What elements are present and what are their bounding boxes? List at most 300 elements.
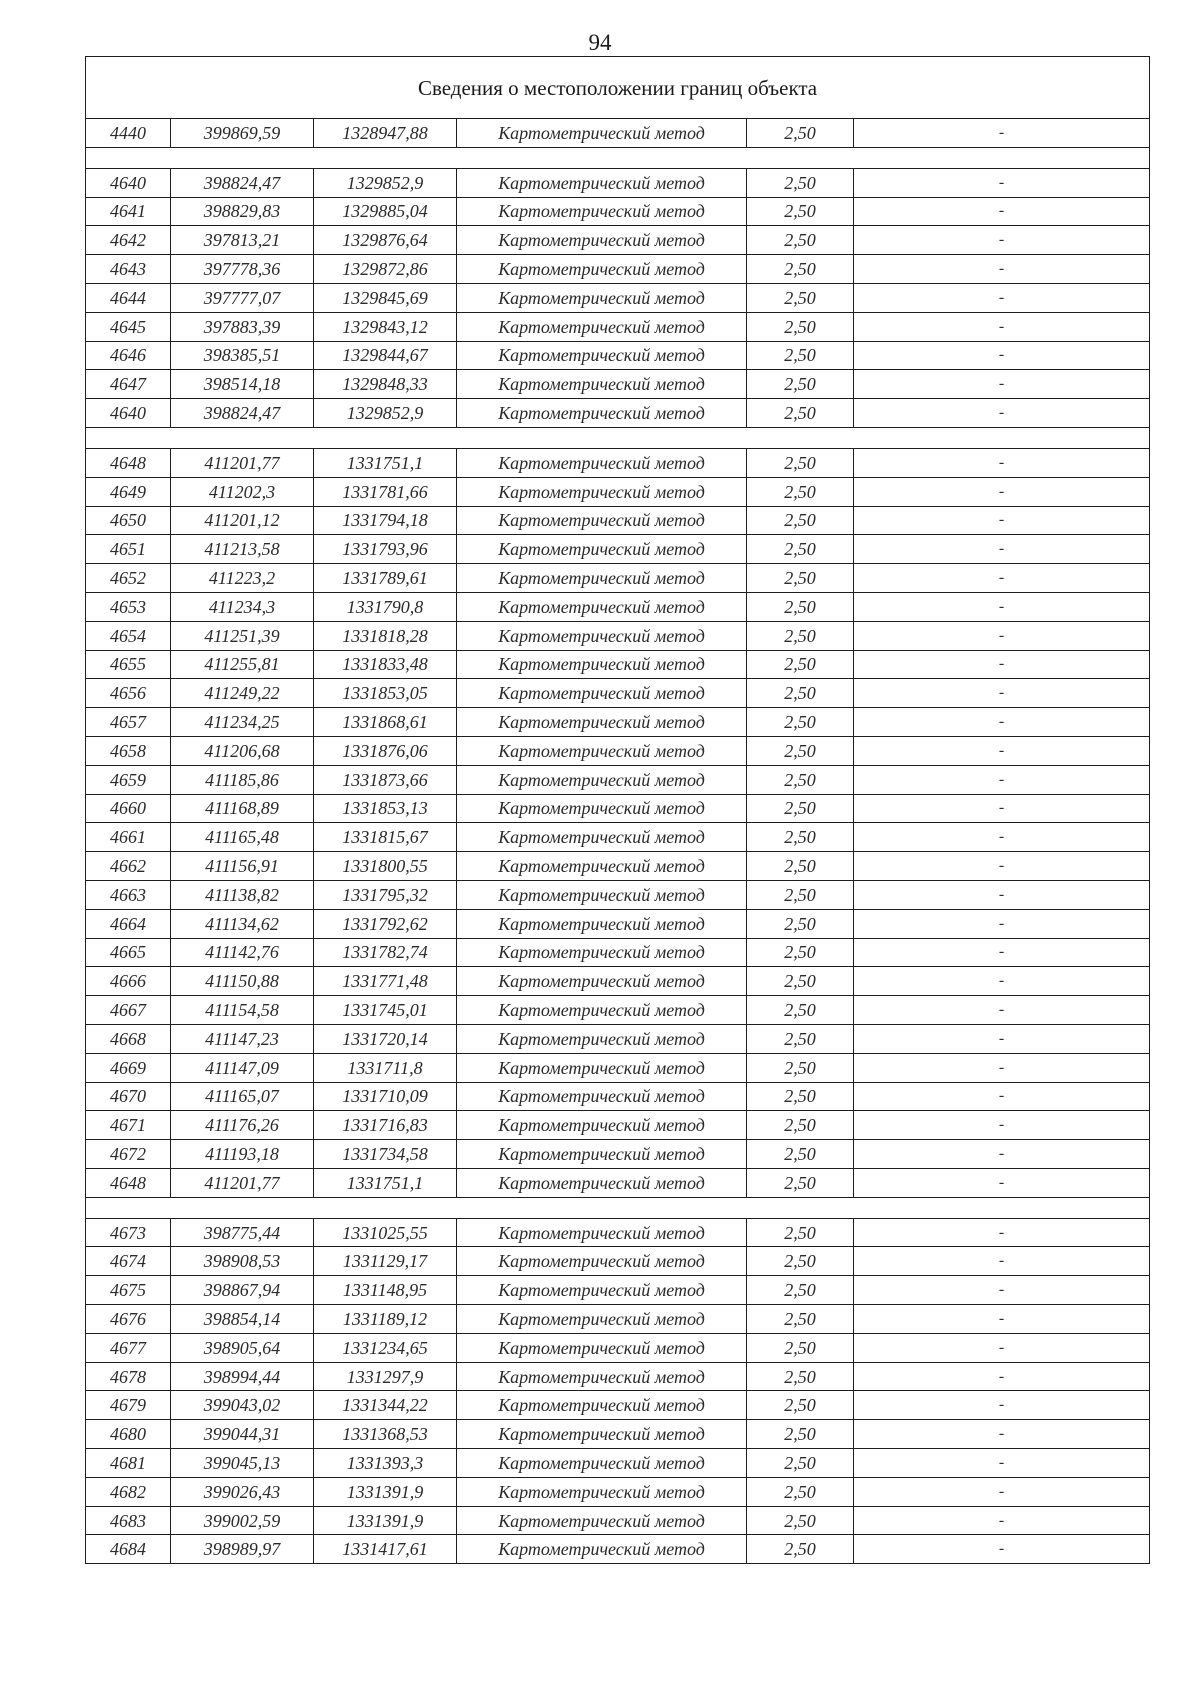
y-coordinate-cell: 1331751,1 <box>314 448 457 477</box>
description-cell: - <box>854 880 1150 909</box>
accuracy-cell: 2,50 <box>747 650 854 679</box>
accuracy-cell: 2,50 <box>747 312 854 341</box>
method-cell: Картометрический метод <box>457 197 747 226</box>
method-cell: Картометрический метод <box>457 736 747 765</box>
y-coordinate-cell: 1331782,74 <box>314 938 457 967</box>
accuracy-cell: 2,50 <box>747 119 854 148</box>
x-coordinate-cell: 399043,02 <box>171 1391 314 1420</box>
x-coordinate-cell: 411193,18 <box>171 1140 314 1169</box>
table-row <box>86 1391 1150 1420</box>
method-cell: Картометрический метод <box>457 506 747 535</box>
description-cell: - <box>854 996 1150 1025</box>
x-coordinate-cell: 399869,59 <box>171 119 314 148</box>
y-coordinate-cell: 1331800,55 <box>314 852 457 881</box>
method-cell: Картометрический метод <box>457 1477 747 1506</box>
point-number-cell: 4676 <box>86 1305 171 1334</box>
x-coordinate-cell: 411255,81 <box>171 650 314 679</box>
point-number-cell: 4670 <box>86 1082 171 1111</box>
accuracy-cell: 2,50 <box>747 1082 854 1111</box>
point-number-cell: 4674 <box>86 1247 171 1276</box>
y-coordinate-cell: 1331344,22 <box>314 1391 457 1420</box>
boundary-coordinates-table <box>85 56 1150 1564</box>
method-cell: Картометрический метод <box>457 312 747 341</box>
y-coordinate-cell: 1331853,13 <box>314 794 457 823</box>
table-row <box>86 852 1150 881</box>
table-row <box>86 506 1150 535</box>
y-coordinate-cell: 1329844,67 <box>314 341 457 370</box>
method-cell: Картометрический метод <box>457 621 747 650</box>
accuracy-cell: 2,50 <box>747 564 854 593</box>
table-row <box>86 1053 1150 1082</box>
accuracy-cell: 2,50 <box>747 535 854 564</box>
point-number-cell: 4654 <box>86 621 171 650</box>
y-coordinate-cell: 1331393,3 <box>314 1449 457 1478</box>
method-cell: Картометрический метод <box>457 255 747 284</box>
table-row <box>86 1535 1150 1564</box>
point-number-cell: 4664 <box>86 909 171 938</box>
x-coordinate-cell: 399002,59 <box>171 1506 314 1535</box>
table-row <box>86 283 1150 312</box>
accuracy-cell: 2,50 <box>747 852 854 881</box>
y-coordinate-cell: 1329852,9 <box>314 399 457 428</box>
x-coordinate-cell: 398385,51 <box>171 341 314 370</box>
method-cell: Картометрический метод <box>457 852 747 881</box>
description-cell: - <box>854 399 1150 428</box>
y-coordinate-cell: 1331734,58 <box>314 1140 457 1169</box>
point-number-cell: 4640 <box>86 399 171 428</box>
description-cell: - <box>854 736 1150 765</box>
y-coordinate-cell: 1329843,12 <box>314 312 457 341</box>
x-coordinate-cell: 411165,48 <box>171 823 314 852</box>
point-number-cell: 4680 <box>86 1420 171 1449</box>
accuracy-cell: 2,50 <box>747 370 854 399</box>
y-coordinate-cell: 1331368,53 <box>314 1420 457 1449</box>
description-cell: - <box>854 226 1150 255</box>
description-cell: - <box>854 679 1150 708</box>
method-cell: Картометрический метод <box>457 283 747 312</box>
accuracy-cell: 2,50 <box>747 1420 854 1449</box>
y-coordinate-cell: 1331391,9 <box>314 1477 457 1506</box>
x-coordinate-cell: 411156,91 <box>171 852 314 881</box>
y-coordinate-cell: 1328947,88 <box>314 119 457 148</box>
description-cell: - <box>854 794 1150 823</box>
description-cell: - <box>854 1305 1150 1334</box>
description-cell: - <box>854 119 1150 148</box>
description-cell: - <box>854 283 1150 312</box>
accuracy-cell: 2,50 <box>747 1111 854 1140</box>
table-row <box>86 736 1150 765</box>
y-coordinate-cell: 1329852,9 <box>314 168 457 197</box>
table-row <box>86 1276 1150 1305</box>
point-number-cell: 4677 <box>86 1333 171 1362</box>
x-coordinate-cell: 411249,22 <box>171 679 314 708</box>
description-cell: - <box>854 1276 1150 1305</box>
method-cell: Картометрический метод <box>457 823 747 852</box>
method-cell: Картометрический метод <box>457 168 747 197</box>
x-coordinate-cell: 411176,26 <box>171 1111 314 1140</box>
method-cell: Картометрический метод <box>457 1082 747 1111</box>
x-coordinate-cell: 411168,89 <box>171 794 314 823</box>
table-row <box>86 226 1150 255</box>
point-number-cell: 4658 <box>86 736 171 765</box>
accuracy-cell: 2,50 <box>747 448 854 477</box>
point-number-cell: 4652 <box>86 564 171 593</box>
method-cell: Картометрический метод <box>457 564 747 593</box>
point-number-cell: 4666 <box>86 967 171 996</box>
description-cell: - <box>854 708 1150 737</box>
y-coordinate-cell: 1331790,8 <box>314 592 457 621</box>
table-row <box>86 535 1150 564</box>
y-coordinate-cell: 1329848,33 <box>314 370 457 399</box>
description-cell: - <box>854 823 1150 852</box>
y-coordinate-cell: 1331876,06 <box>314 736 457 765</box>
x-coordinate-cell: 411234,25 <box>171 708 314 737</box>
method-cell: Картометрический метод <box>457 1276 747 1305</box>
point-number-cell: 4640 <box>86 168 171 197</box>
y-coordinate-cell: 1331818,28 <box>314 621 457 650</box>
table-title-row <box>86 57 1150 119</box>
description-cell: - <box>854 650 1150 679</box>
y-coordinate-cell: 1329845,69 <box>314 283 457 312</box>
method-cell: Картометрический метод <box>457 592 747 621</box>
y-coordinate-cell: 1331148,95 <box>314 1276 457 1305</box>
point-number-cell: 4679 <box>86 1391 171 1420</box>
method-cell: Картометрический метод <box>457 650 747 679</box>
accuracy-cell: 2,50 <box>747 967 854 996</box>
method-cell: Картометрический метод <box>457 399 747 428</box>
method-cell: Картометрический метод <box>457 1053 747 1082</box>
table-row <box>86 621 1150 650</box>
description-cell: - <box>854 765 1150 794</box>
page-number: 94 <box>588 30 612 55</box>
description-cell: - <box>854 197 1150 226</box>
method-cell: Картометрический метод <box>457 1168 747 1197</box>
method-cell: Картометрический метод <box>457 1111 747 1140</box>
description-cell: - <box>854 1506 1150 1535</box>
x-coordinate-cell: 398829,83 <box>171 197 314 226</box>
description-cell: - <box>854 168 1150 197</box>
point-number-cell: 4440 <box>86 119 171 148</box>
point-number-cell: 4660 <box>86 794 171 823</box>
x-coordinate-cell: 411185,86 <box>171 765 314 794</box>
accuracy-cell: 2,50 <box>747 1506 854 1535</box>
x-coordinate-cell: 411142,76 <box>171 938 314 967</box>
accuracy-cell: 2,50 <box>747 341 854 370</box>
description-cell: - <box>854 1218 1150 1247</box>
method-cell: Картометрический метод <box>457 880 747 909</box>
y-coordinate-cell: 1331391,9 <box>314 1506 457 1535</box>
x-coordinate-cell: 397778,36 <box>171 255 314 284</box>
table-row <box>86 1449 1150 1478</box>
table-row <box>86 477 1150 506</box>
group-separator-row <box>86 1197 1150 1218</box>
point-number-cell: 4662 <box>86 852 171 881</box>
description-cell: - <box>854 592 1150 621</box>
x-coordinate-cell: 411202,3 <box>171 477 314 506</box>
method-cell: Картометрический метод <box>457 1305 747 1334</box>
table-row <box>86 1024 1150 1053</box>
accuracy-cell: 2,50 <box>747 226 854 255</box>
x-coordinate-cell: 399026,43 <box>171 1477 314 1506</box>
table-row <box>86 1247 1150 1276</box>
description-cell: - <box>854 909 1150 938</box>
method-cell: Картометрический метод <box>457 765 747 794</box>
x-coordinate-cell: 398514,18 <box>171 370 314 399</box>
x-coordinate-cell: 397813,21 <box>171 226 314 255</box>
point-number-cell: 4641 <box>86 197 171 226</box>
table-row <box>86 938 1150 967</box>
point-number-cell: 4668 <box>86 1024 171 1053</box>
method-cell: Картометрический метод <box>457 1024 747 1053</box>
table-row <box>86 909 1150 938</box>
x-coordinate-cell: 411154,58 <box>171 996 314 1025</box>
description-cell: - <box>854 1024 1150 1053</box>
x-coordinate-cell: 399045,13 <box>171 1449 314 1478</box>
y-coordinate-cell: 1329885,04 <box>314 197 457 226</box>
description-cell: - <box>854 938 1150 967</box>
description-cell: - <box>854 312 1150 341</box>
y-coordinate-cell: 1331833,48 <box>314 650 457 679</box>
table-row <box>86 880 1150 909</box>
x-coordinate-cell: 397777,07 <box>171 283 314 312</box>
accuracy-cell: 2,50 <box>747 736 854 765</box>
table-row <box>86 1305 1150 1334</box>
table-row <box>86 1420 1150 1449</box>
y-coordinate-cell: 1331781,66 <box>314 477 457 506</box>
point-number-cell: 4671 <box>86 1111 171 1140</box>
x-coordinate-cell: 411147,09 <box>171 1053 314 1082</box>
table-row <box>86 197 1150 226</box>
y-coordinate-cell: 1331792,62 <box>314 909 457 938</box>
accuracy-cell: 2,50 <box>747 1477 854 1506</box>
accuracy-cell: 2,50 <box>747 909 854 938</box>
x-coordinate-cell: 397883,39 <box>171 312 314 341</box>
table-row <box>86 1168 1150 1197</box>
method-cell: Картометрический метод <box>457 370 747 399</box>
x-coordinate-cell: 398854,14 <box>171 1305 314 1334</box>
y-coordinate-cell: 1331853,05 <box>314 679 457 708</box>
point-number-cell: 4683 <box>86 1506 171 1535</box>
y-coordinate-cell: 1331794,18 <box>314 506 457 535</box>
point-number-cell: 4681 <box>86 1449 171 1478</box>
point-number-cell: 4649 <box>86 477 171 506</box>
table-row <box>86 448 1150 477</box>
table-row <box>86 168 1150 197</box>
accuracy-cell: 2,50 <box>747 1140 854 1169</box>
description-cell: - <box>854 852 1150 881</box>
table-row <box>86 679 1150 708</box>
description-cell: - <box>854 1247 1150 1276</box>
separator-cell <box>86 147 1150 168</box>
y-coordinate-cell: 1331720,14 <box>314 1024 457 1053</box>
y-coordinate-cell: 1331789,61 <box>314 564 457 593</box>
table-row <box>86 1218 1150 1247</box>
x-coordinate-cell: 399044,31 <box>171 1420 314 1449</box>
description-cell: - <box>854 1420 1150 1449</box>
method-cell: Картометрический метод <box>457 1420 747 1449</box>
accuracy-cell: 2,50 <box>747 506 854 535</box>
accuracy-cell: 2,50 <box>747 621 854 650</box>
point-number-cell: 4651 <box>86 535 171 564</box>
point-number-cell: 4655 <box>86 650 171 679</box>
x-coordinate-cell: 398905,64 <box>171 1333 314 1362</box>
accuracy-cell: 2,50 <box>747 765 854 794</box>
description-cell: - <box>854 477 1150 506</box>
point-number-cell: 4684 <box>86 1535 171 1564</box>
y-coordinate-cell: 1331716,83 <box>314 1111 457 1140</box>
table-row <box>86 823 1150 852</box>
accuracy-cell: 2,50 <box>747 1247 854 1276</box>
method-cell: Картометрический метод <box>457 1362 747 1391</box>
table-row <box>86 312 1150 341</box>
method-cell: Картометрический метод <box>457 1535 747 1564</box>
description-cell: - <box>854 621 1150 650</box>
accuracy-cell: 2,50 <box>747 399 854 428</box>
accuracy-cell: 2,50 <box>747 880 854 909</box>
x-coordinate-cell: 411201,77 <box>171 1168 314 1197</box>
accuracy-cell: 2,50 <box>747 679 854 708</box>
y-coordinate-cell: 1331297,9 <box>314 1362 457 1391</box>
table-row <box>86 592 1150 621</box>
accuracy-cell: 2,50 <box>747 938 854 967</box>
method-cell: Картометрический метод <box>457 967 747 996</box>
x-coordinate-cell: 411213,58 <box>171 535 314 564</box>
y-coordinate-cell: 1329872,86 <box>314 255 457 284</box>
y-coordinate-cell: 1331868,61 <box>314 708 457 737</box>
accuracy-cell: 2,50 <box>747 1305 854 1334</box>
point-number-cell: 4669 <box>86 1053 171 1082</box>
accuracy-cell: 2,50 <box>747 996 854 1025</box>
x-coordinate-cell: 411234,3 <box>171 592 314 621</box>
group-separator-row <box>86 427 1150 448</box>
point-number-cell: 4653 <box>86 592 171 621</box>
accuracy-cell: 2,50 <box>747 794 854 823</box>
point-number-cell: 4656 <box>86 679 171 708</box>
table-row <box>86 794 1150 823</box>
method-cell: Картометрический метод <box>457 794 747 823</box>
method-cell: Картометрический метод <box>457 1391 747 1420</box>
x-coordinate-cell: 411147,23 <box>171 1024 314 1053</box>
point-number-cell: 4643 <box>86 255 171 284</box>
y-coordinate-cell: 1331189,12 <box>314 1305 457 1334</box>
y-coordinate-cell: 1331417,61 <box>314 1535 457 1564</box>
x-coordinate-cell: 398824,47 <box>171 168 314 197</box>
description-cell: - <box>854 1535 1150 1564</box>
accuracy-cell: 2,50 <box>747 477 854 506</box>
y-coordinate-cell: 1329876,64 <box>314 226 457 255</box>
accuracy-cell: 2,50 <box>747 1391 854 1420</box>
method-cell: Картометрический метод <box>457 996 747 1025</box>
method-cell: Картометрический метод <box>457 1449 747 1478</box>
x-coordinate-cell: 398908,53 <box>171 1247 314 1276</box>
x-coordinate-cell: 411150,88 <box>171 967 314 996</box>
table-row <box>86 564 1150 593</box>
point-number-cell: 4642 <box>86 226 171 255</box>
accuracy-cell: 2,50 <box>747 1168 854 1197</box>
method-cell: Картометрический метод <box>457 119 747 148</box>
method-cell: Картометрический метод <box>457 708 747 737</box>
accuracy-cell: 2,50 <box>747 1449 854 1478</box>
y-coordinate-cell: 1331234,65 <box>314 1333 457 1362</box>
y-coordinate-cell: 1331793,96 <box>314 535 457 564</box>
description-cell: - <box>854 1333 1150 1362</box>
description-cell: - <box>854 1362 1150 1391</box>
method-cell: Картометрический метод <box>457 1218 747 1247</box>
accuracy-cell: 2,50 <box>747 255 854 284</box>
description-cell: - <box>854 370 1150 399</box>
x-coordinate-cell: 411206,68 <box>171 736 314 765</box>
method-cell: Картометрический метод <box>457 448 747 477</box>
description-cell: - <box>854 506 1150 535</box>
table-body <box>86 57 1150 1564</box>
point-number-cell: 4645 <box>86 312 171 341</box>
method-cell: Картометрический метод <box>457 1140 747 1169</box>
table-row <box>86 119 1150 148</box>
point-number-cell: 4667 <box>86 996 171 1025</box>
point-number-cell: 4682 <box>86 1477 171 1506</box>
x-coordinate-cell: 411134,62 <box>171 909 314 938</box>
table-row <box>86 996 1150 1025</box>
table-row <box>86 370 1150 399</box>
x-coordinate-cell: 411165,07 <box>171 1082 314 1111</box>
y-coordinate-cell: 1331873,66 <box>314 765 457 794</box>
y-coordinate-cell: 1331795,32 <box>314 880 457 909</box>
y-coordinate-cell: 1331710,09 <box>314 1082 457 1111</box>
description-cell: - <box>854 448 1150 477</box>
group-separator-row <box>86 147 1150 168</box>
accuracy-cell: 2,50 <box>747 1218 854 1247</box>
accuracy-cell: 2,50 <box>747 592 854 621</box>
method-cell: Картометрический метод <box>457 1333 747 1362</box>
description-cell: - <box>854 1477 1150 1506</box>
accuracy-cell: 2,50 <box>747 1024 854 1053</box>
table-row <box>86 255 1150 284</box>
point-number-cell: 4672 <box>86 1140 171 1169</box>
x-coordinate-cell: 411201,77 <box>171 448 314 477</box>
table-row <box>86 1111 1150 1140</box>
y-coordinate-cell: 1331815,67 <box>314 823 457 852</box>
x-coordinate-cell: 398867,94 <box>171 1276 314 1305</box>
method-cell: Картометрический метод <box>457 477 747 506</box>
accuracy-cell: 2,50 <box>747 1362 854 1391</box>
x-coordinate-cell: 398824,47 <box>171 399 314 428</box>
x-coordinate-cell: 411201,12 <box>171 506 314 535</box>
description-cell: - <box>854 1140 1150 1169</box>
x-coordinate-cell: 398989,97 <box>171 1535 314 1564</box>
y-coordinate-cell: 1331751,1 <box>314 1168 457 1197</box>
accuracy-cell: 2,50 <box>747 1333 854 1362</box>
accuracy-cell: 2,50 <box>747 1276 854 1305</box>
x-coordinate-cell: 398994,44 <box>171 1362 314 1391</box>
description-cell: - <box>854 535 1150 564</box>
separator-cell <box>86 427 1150 448</box>
accuracy-cell: 2,50 <box>747 283 854 312</box>
table-title: Сведения о местоположении границ объекта <box>86 57 1150 119</box>
table-row <box>86 1082 1150 1111</box>
point-number-cell: 4647 <box>86 370 171 399</box>
table-row <box>86 1333 1150 1362</box>
table-row <box>86 650 1150 679</box>
y-coordinate-cell: 1331025,55 <box>314 1218 457 1247</box>
method-cell: Картометрический метод <box>457 909 747 938</box>
method-cell: Картометрический метод <box>457 1247 747 1276</box>
point-number-cell: 4648 <box>86 1168 171 1197</box>
point-number-cell: 4644 <box>86 283 171 312</box>
y-coordinate-cell: 1331745,01 <box>314 996 457 1025</box>
accuracy-cell: 2,50 <box>747 823 854 852</box>
point-number-cell: 4657 <box>86 708 171 737</box>
table-row <box>86 1140 1150 1169</box>
